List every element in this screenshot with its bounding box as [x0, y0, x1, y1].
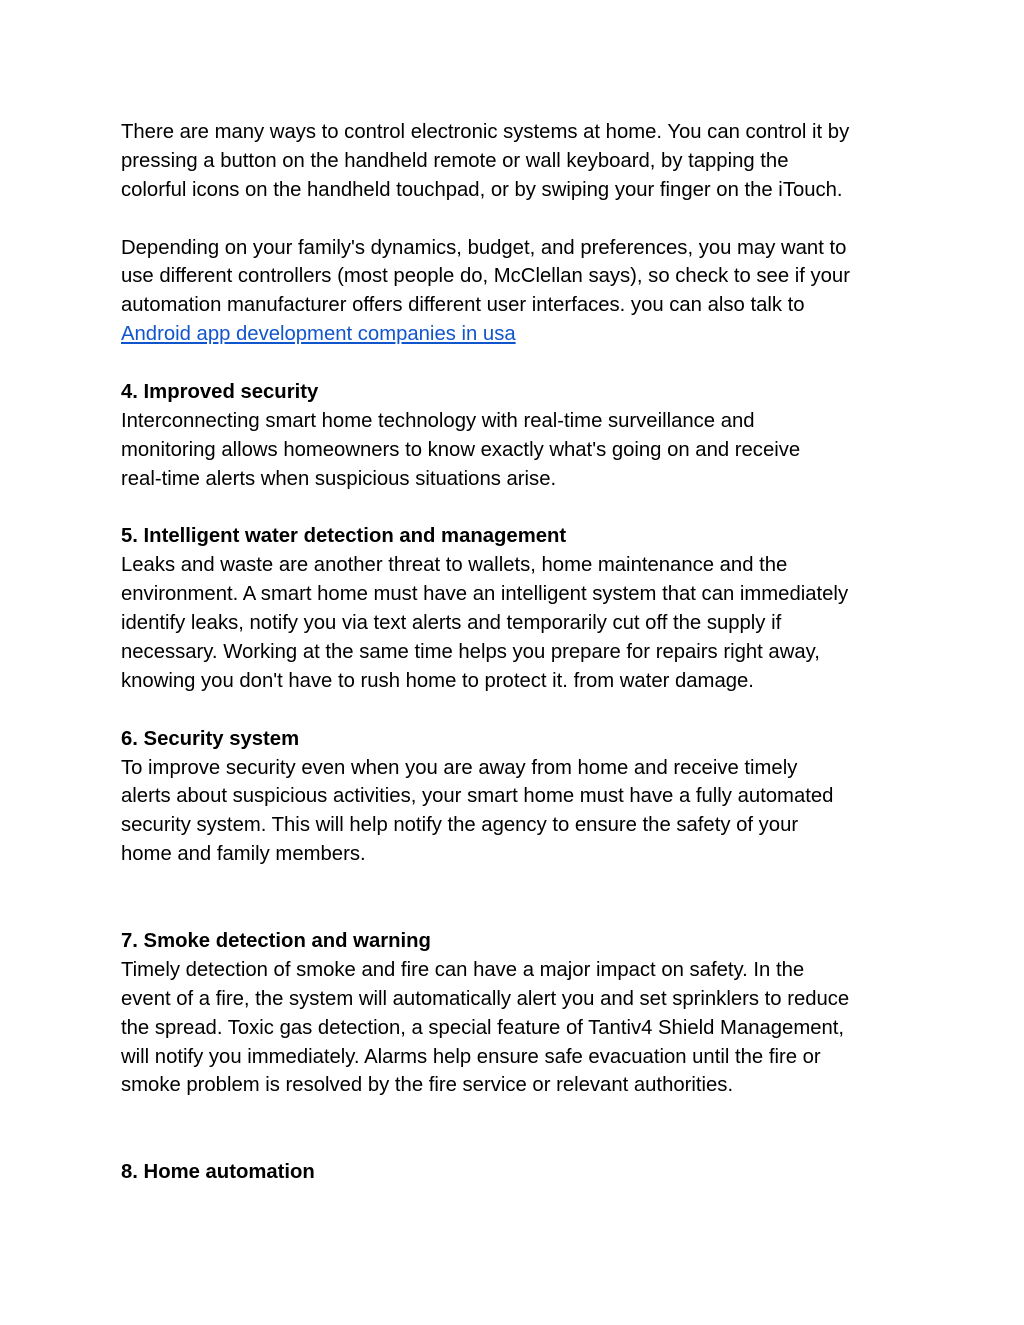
document-page: [121, 118, 911, 1187]
paragraph-spacer: [121, 349, 911, 378]
section-heading: 5. Intelligent water detection and management: [121, 525, 567, 548]
section-security-system: [121, 725, 911, 869]
section-water-detection: [121, 522, 911, 695]
paragraph-spacer: [121, 869, 911, 898]
section-line: To improve security even when you are away from home and receive timely: [121, 756, 798, 779]
controllers-line: use different controllers (most people do, McClellan says), so check to see if your: [121, 265, 850, 288]
section-line: monitoring allows homeowners to know exactly what's going on and receive: [121, 438, 801, 461]
section-smoke-detection: [121, 927, 911, 1100]
section-heading: 7. Smoke detection and warning: [121, 929, 431, 952]
section-line: home and family members.: [121, 843, 366, 866]
android-app-development-link[interactable]: Android app development companies in usa: [121, 323, 516, 346]
section-line: real-time alerts when suspicious situations arise.: [121, 467, 557, 490]
paragraph-spacer: [121, 205, 911, 234]
section-home-automation: [121, 1158, 911, 1187]
paragraph-spacer: [121, 898, 911, 927]
intro-line: pressing a button on the handheld remote or wall keyboard, by tapping the: [121, 149, 789, 172]
controllers-paragraph: [121, 234, 911, 350]
section-line: identify leaks, notify you via text alerts and temporarily cut off the supply if: [121, 612, 782, 635]
section-line: Interconnecting smart home technology with real-time surveillance and: [121, 409, 755, 432]
section-line: will notify you immediately. Alarms help ensure safe evacuation until the fire or: [121, 1045, 821, 1068]
section-line: Leaks and waste are another threat to wallets, home maintenance and the: [121, 554, 788, 577]
paragraph-spacer: [121, 696, 911, 725]
section-line: alerts about suspicious activities, your smart home must have a fully automated: [121, 785, 834, 808]
intro-paragraph: [121, 118, 911, 205]
section-improved-security: [121, 378, 911, 494]
section-heading: 8. Home automation: [121, 1161, 315, 1184]
link-line: [121, 320, 911, 349]
section-line: smoke problem is resolved by the fire service or relevant authorities.: [121, 1074, 734, 1097]
section-line: Timely detection of smoke and fire can have a major impact on safety. In the: [121, 958, 805, 981]
paragraph-spacer: [121, 1129, 911, 1158]
intro-line: There are many ways to control electronic systems at home. You can control it by: [121, 121, 850, 143]
paragraph-spacer: [121, 1100, 911, 1129]
controllers-line: automation manufacturer offers different user interfaces. you can also talk to: [121, 294, 805, 317]
section-line: event of a fire, the system will automatically alert you and set sprinklers to reduce: [121, 987, 850, 1010]
section-line: environment. A smart home must have an intelligent system that can immediately: [121, 583, 849, 606]
section-line: knowing you don't have to rush home to protect it. from water damage.: [121, 669, 754, 692]
section-line: the spread. Toxic gas detection, a special feature of Tantiv4 Shield Management,: [121, 1016, 845, 1039]
paragraph-spacer: [121, 494, 911, 523]
section-line: necessary. Working at the same time helps you prepare for repairs right away,: [121, 641, 820, 664]
intro-line: colorful icons on the handheld touchpad, or by swiping your finger on the iTouch.: [121, 178, 843, 201]
controllers-line: Depending on your family's dynamics, budget, and preferences, you may want to: [121, 236, 847, 259]
section-heading: 6. Security system: [121, 727, 300, 750]
section-line: security system. This will help notify the agency to ensure the safety of your: [121, 814, 799, 837]
section-heading: 4. Improved security: [121, 381, 319, 404]
